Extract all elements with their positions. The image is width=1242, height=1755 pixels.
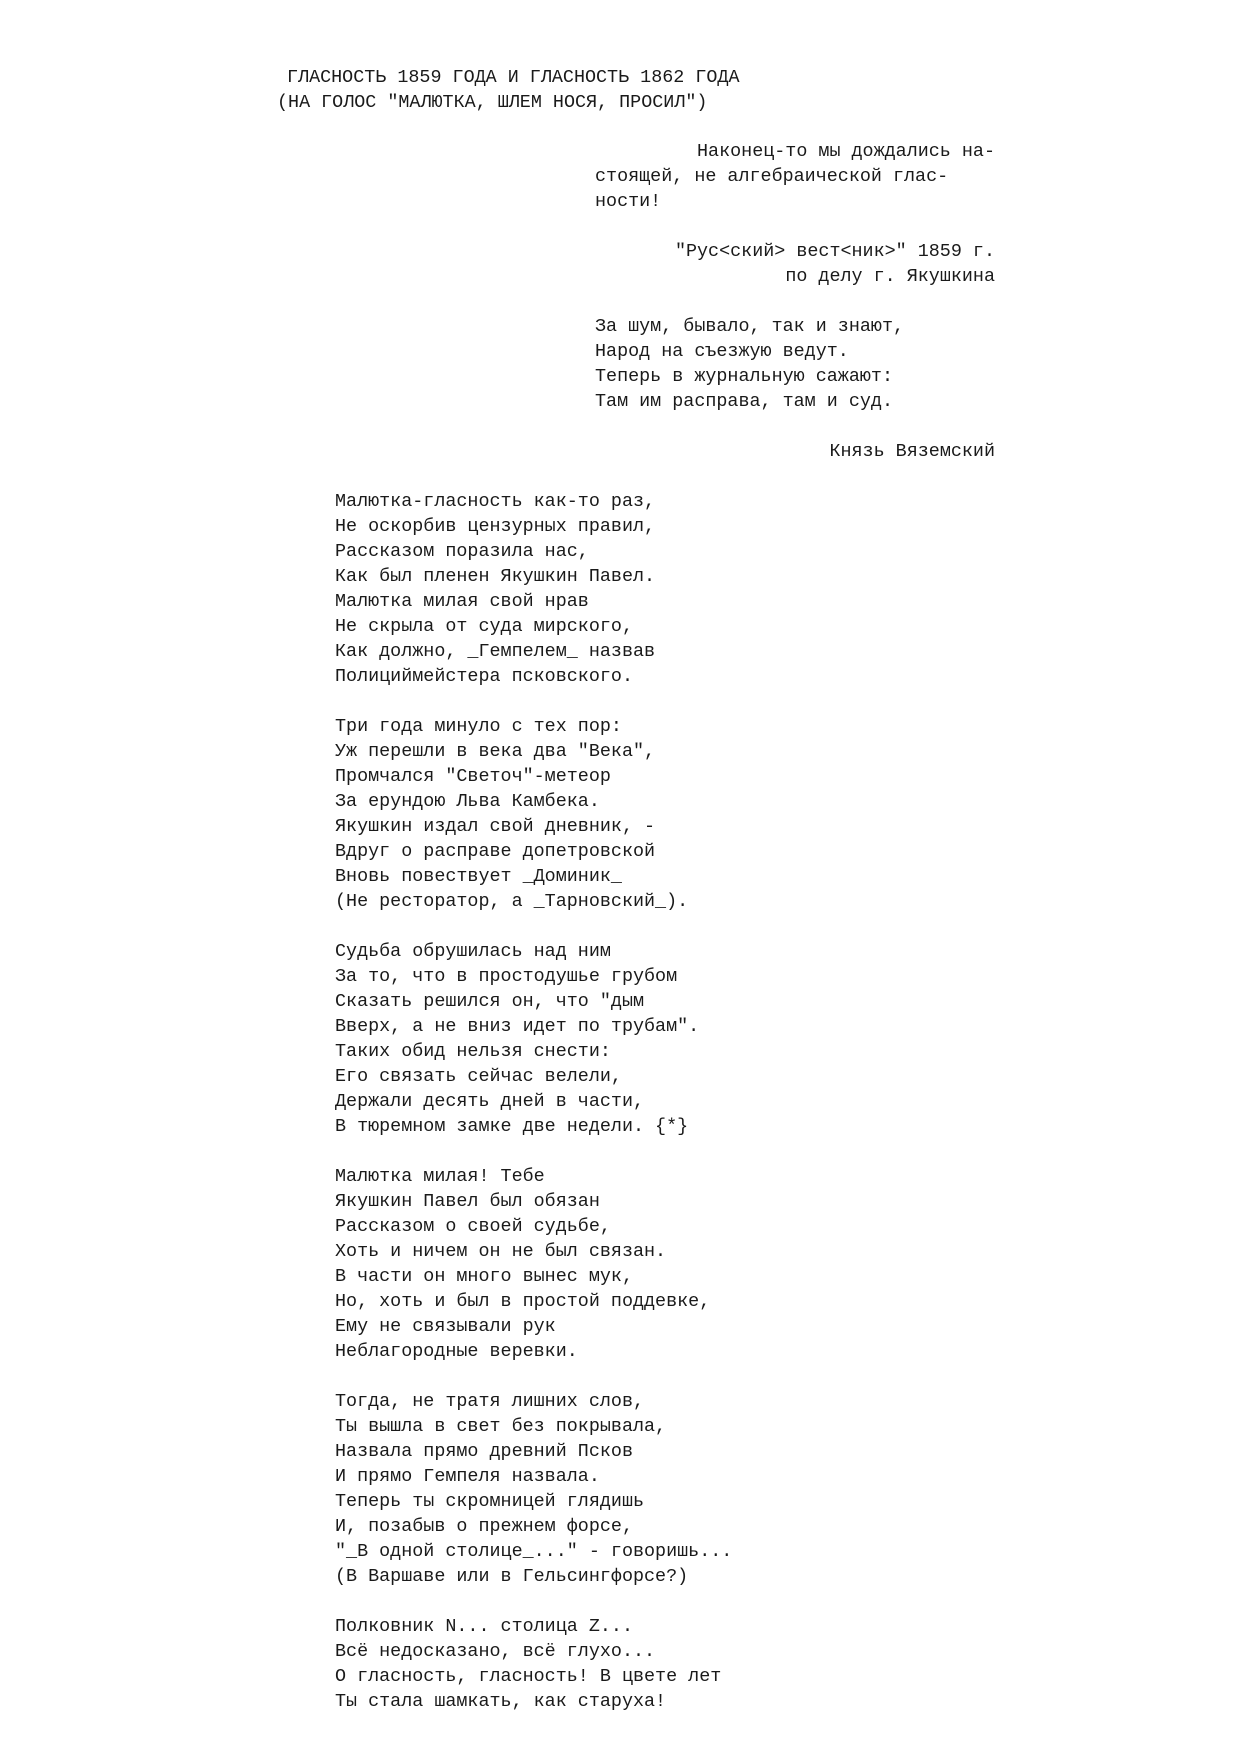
epigraph-1-line: стоящей, не алгебраической глас-	[595, 166, 949, 187]
poem-line: Якушкин издал свой дневник, -	[335, 816, 656, 837]
poem-line: Тогда, не тратя лишних слов,	[335, 1391, 645, 1412]
epigraph-1-source: "Рус<ский> вест<ник>" 1859 г.	[674, 241, 995, 262]
epigraph-1-source: по делу г. Якушкина	[785, 266, 995, 287]
poem-line: (Не ресторатор, а _Тарновский_).	[335, 891, 689, 912]
poem-line: За ерундою Льва Камбека.	[335, 791, 600, 812]
poem-line: Как был пленен Якушкин Павел.	[335, 566, 656, 587]
poem-line: Не оскорбив цензурных правил,	[335, 516, 656, 537]
poem-line: И прямо Гемпеля назвала.	[335, 1466, 600, 1487]
poem-line: Теперь ты скромницей глядишь	[335, 1491, 645, 1512]
epigraph-1-line: Наконец-то мы дождались на-	[697, 141, 995, 162]
epigraph-2-line: Народ на съезжую ведут.	[595, 341, 849, 362]
poem-line: Вновь повествует _Доминик_	[335, 866, 622, 887]
poem-line: Якушкин Павел был обязан	[335, 1191, 600, 1212]
poem-line: Сказать решился он, что "дым	[335, 991, 645, 1012]
poem-line: Но, хоть и был в простой поддевке,	[335, 1291, 711, 1312]
epigraph-2-line: За шум, бывало, так и знают,	[595, 316, 905, 337]
poem-line: Держали десять дней в части,	[335, 1091, 645, 1112]
poem-line: Три года минуло с тех пор:	[335, 716, 622, 737]
poem-line: И, позабыв о прежнем форсе,	[335, 1516, 633, 1537]
poem-line: За то, что в простодушье грубом	[335, 966, 678, 987]
poem-line: Неблагородные веревки.	[335, 1341, 578, 1362]
poem-line: Полициймейстера псковского.	[335, 666, 633, 687]
poem-line: Вдруг о расправе допетровской	[335, 841, 656, 862]
poem-line: Промчался "Светоч"-метеор	[335, 766, 611, 787]
poem-line: Всё недосказано, всё глухо...	[335, 1641, 656, 1662]
poem-line: В части он много вынес мук,	[335, 1266, 633, 1287]
poem-line: Вверх, а не вниз идет по трубам".	[335, 1016, 700, 1037]
poem-line: Ты вышла в свет без покрывала,	[335, 1416, 667, 1437]
poem-line: Как должно, _Гемпелем_ назвав	[335, 641, 656, 662]
poem-line: Хоть и ничем он не был связан.	[335, 1241, 667, 1262]
epigraph-2-author: Князь Вяземский	[829, 441, 995, 462]
poem-subtitle: (НА ГОЛОС "МАЛЮТКА, ШЛЕМ НОСЯ, ПРОСИЛ")	[277, 92, 708, 113]
poem-line: "_В одной столице_..." - говоришь...	[335, 1541, 733, 1562]
poem-line: Таких обид нельзя снести:	[335, 1041, 611, 1062]
poem-line: Малютка милая! Тебе	[335, 1166, 545, 1187]
poem-line: Ему не связывали рук	[335, 1316, 556, 1337]
poem-line: Рассказом о своей судьбе,	[335, 1216, 611, 1237]
poem-line: Назвала прямо древний Псков	[335, 1441, 633, 1462]
poem-line: Рассказом поразила нас,	[335, 541, 589, 562]
poem-title: ГЛАСНОСТЬ 1859 ГОДА И ГЛАСНОСТЬ 1862 ГОДА	[287, 67, 740, 88]
poem-line: Ты стала шамкать, как старуха!	[335, 1691, 667, 1712]
epigraph-1-line: ности!	[595, 191, 662, 212]
poem-line: О гласность, гласность! В цвете лет	[335, 1666, 722, 1687]
epigraph-2-line: Там им расправа, там и суд.	[595, 391, 893, 412]
epigraph-2-line: Теперь в журнальную сажают:	[595, 366, 893, 387]
poem-line: Уж перешли в века два "Века",	[335, 741, 656, 762]
poem-line: Малютка милая свой нрав	[335, 591, 589, 612]
poem-line: Малютка-гласность как-то раз,	[335, 491, 656, 512]
poem-line: В тюремном замке две недели. {*}	[335, 1116, 689, 1137]
poem-line: (В Варшаве или в Гельсингфорсе?)	[335, 1566, 689, 1587]
poem-line: Полковник N... столица Z...	[335, 1616, 633, 1637]
poem-line: Не скрыла от суда мирского,	[335, 616, 633, 637]
poem-line: Судьба обрушилась над ним	[335, 941, 611, 962]
poem-line: Его связать сейчас велели,	[335, 1066, 622, 1087]
